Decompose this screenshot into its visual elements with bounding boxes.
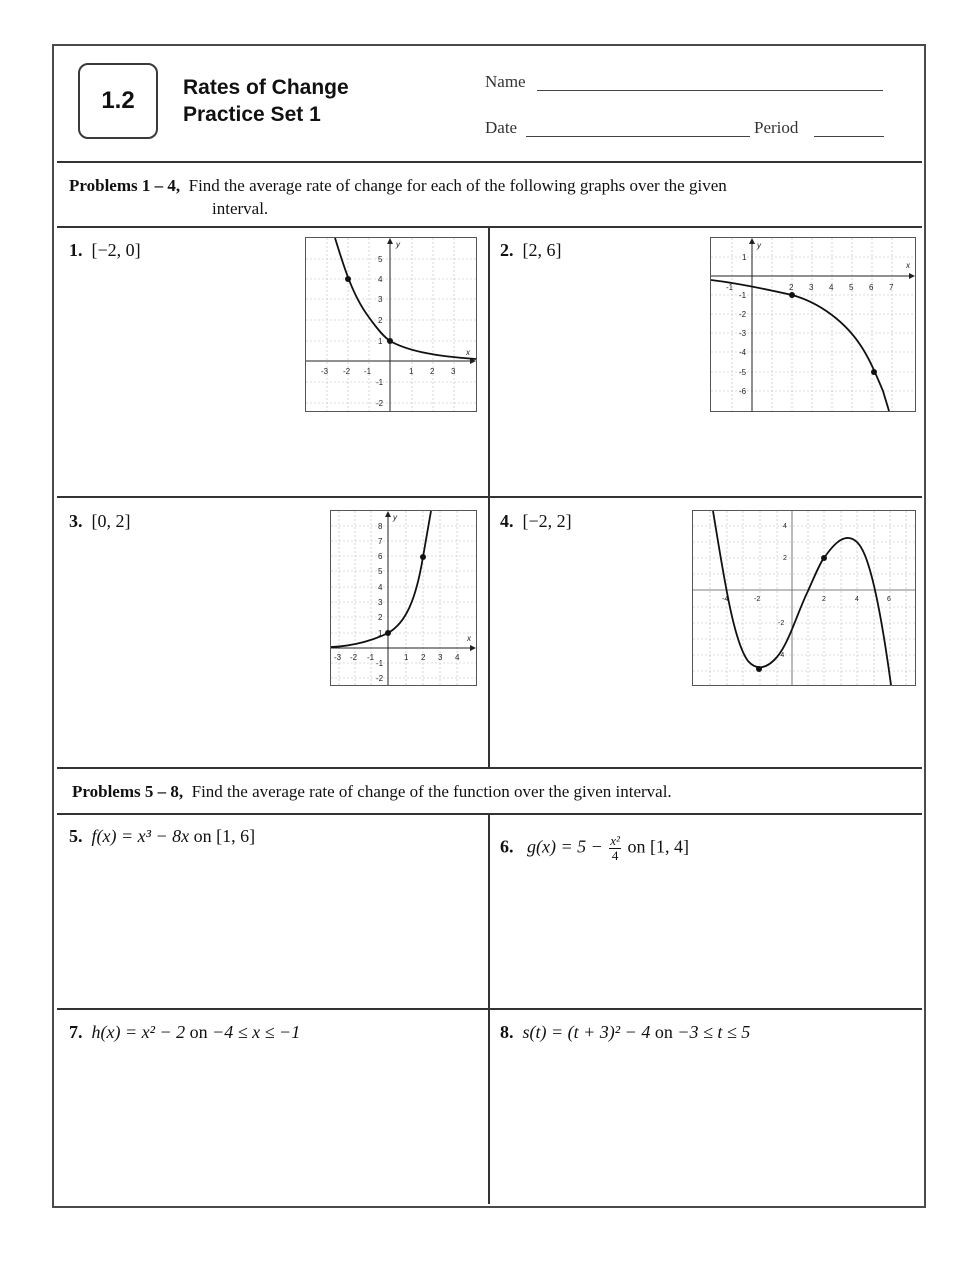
part1-instructions <box>69 175 909 197</box>
svg-text:-2: -2 <box>739 310 747 319</box>
part1-text: Find the average rate of change for each of the following graphs over the given <box>188 176 727 195</box>
name-label: Name <box>485 72 526 91</box>
svg-text:3: 3 <box>438 653 443 662</box>
svg-text:2: 2 <box>421 653 426 662</box>
svg-text:5: 5 <box>378 567 383 576</box>
problem-7: 7. h(x) = x² − 2 on −4 ≤ x ≤ −1 <box>69 1022 301 1042</box>
graph-3-point <box>420 554 426 560</box>
graph-1-point <box>387 338 393 344</box>
svg-text:1: 1 <box>404 653 409 662</box>
svg-text:2: 2 <box>789 283 794 292</box>
graph-2 <box>710 237 916 412</box>
svg-text:2: 2 <box>822 596 826 603</box>
svg-text:6: 6 <box>869 283 874 292</box>
svg-text:-3: -3 <box>334 653 342 662</box>
svg-text:2: 2 <box>378 613 383 622</box>
problem-4: 4. [−2, 2] <box>500 511 572 531</box>
date-label: Date <box>485 118 518 137</box>
graph-4-point <box>821 555 827 561</box>
divider <box>57 767 922 769</box>
problem-1: 1. [−2, 0] <box>69 240 141 260</box>
period-label: Period <box>754 118 799 137</box>
svg-text:-4: -4 <box>739 348 747 357</box>
svg-text:-6: -6 <box>739 387 747 396</box>
svg-text:-1: -1 <box>376 378 384 387</box>
divider <box>57 161 922 163</box>
divider <box>488 226 490 767</box>
svg-text:4: 4 <box>378 275 383 284</box>
date-field[interactable] <box>526 136 750 137</box>
svg-text:-2: -2 <box>343 367 351 376</box>
svg-text:-2: -2 <box>376 674 384 683</box>
svg-text:-4: -4 <box>722 596 729 603</box>
svg-text:2: 2 <box>378 316 383 325</box>
svg-text:4: 4 <box>829 283 834 292</box>
svg-text:-2: -2 <box>350 653 358 662</box>
section-number-box <box>78 63 158 139</box>
svg-text:-3: -3 <box>321 367 329 376</box>
svg-text:6: 6 <box>887 596 891 603</box>
svg-text:x: x <box>467 634 471 643</box>
problem-5: 5. f(x) = x³ − 8x on [1, 6] <box>69 826 256 846</box>
fraction: $\frac{\text{x²}}{4}$ <box>610 833 620 863</box>
graph-1-point <box>345 276 351 282</box>
svg-text:x: x <box>906 261 910 270</box>
problem-6: 6. g(x) = 5 − $\frac{\text{x²}}{4}$ on [1, 4] <box>500 833 689 863</box>
svg-text:4: 4 <box>855 596 859 603</box>
graph-2-point <box>871 369 877 375</box>
svg-text:4: 4 <box>783 523 787 530</box>
part2-text: Find the average rate of change of the function over the given interval. <box>191 782 672 801</box>
part1-label: Problems 1 – 4, <box>69 176 181 195</box>
svg-text:3: 3 <box>451 367 456 376</box>
svg-text:3: 3 <box>378 295 383 304</box>
svg-text:-3: -3 <box>739 329 747 338</box>
svg-text:5: 5 <box>849 283 854 292</box>
svg-text:-1: -1 <box>367 653 375 662</box>
graph-3-point <box>385 630 391 636</box>
svg-text:-2: -2 <box>754 596 761 603</box>
worksheet-title: Rates of Change <box>183 76 349 99</box>
graph-2-point <box>789 292 795 298</box>
svg-text:5: 5 <box>378 255 383 264</box>
svg-text:-2: -2 <box>376 399 384 408</box>
graph-4-curve <box>713 511 891 685</box>
part2-instructions <box>72 781 912 803</box>
svg-text:-1: -1 <box>739 291 747 300</box>
period-field[interactable] <box>814 136 884 137</box>
svg-text:2: 2 <box>783 555 787 562</box>
graph-3 <box>330 510 477 686</box>
svg-text:-1: -1 <box>376 659 384 668</box>
graph-3-curve <box>331 511 431 647</box>
graph-4 <box>692 510 916 686</box>
problem-8: 8. s(t) = (t + 3)² − 4 on −3 ≤ t ≤ 5 <box>500 1022 751 1042</box>
svg-text:2: 2 <box>430 367 435 376</box>
svg-text:7: 7 <box>378 537 383 546</box>
svg-text:y: y <box>393 513 397 522</box>
problem-2: 2. [2, 6] <box>500 240 562 260</box>
part1-text-cont: interval. <box>212 199 269 218</box>
worksheet-subtitle: Practice Set 1 <box>183 103 321 126</box>
section-number: 1.2 <box>101 87 135 114</box>
svg-text:1: 1 <box>378 629 383 638</box>
x-axis-label: x <box>466 348 470 357</box>
divider <box>57 496 922 498</box>
svg-text:6: 6 <box>378 552 383 561</box>
svg-text:3: 3 <box>809 283 814 292</box>
svg-text:-1: -1 <box>726 283 734 292</box>
svg-text:y: y <box>757 241 761 250</box>
svg-text:-1: -1 <box>364 367 372 376</box>
divider <box>57 1008 922 1010</box>
svg-text:8: 8 <box>378 522 383 531</box>
svg-text:1: 1 <box>378 337 383 346</box>
svg-text:1: 1 <box>742 253 747 262</box>
svg-text:3: 3 <box>378 598 383 607</box>
graph-1 <box>305 237 477 412</box>
svg-text:4: 4 <box>378 583 383 592</box>
graph-4-point <box>756 666 762 672</box>
svg-text:-2: -2 <box>778 620 785 627</box>
part2-label: Problems 5 – 8, <box>72 782 184 801</box>
divider <box>57 813 922 815</box>
svg-text:7: 7 <box>889 283 894 292</box>
svg-text:-5: -5 <box>739 368 747 377</box>
svg-text:4: 4 <box>455 653 460 662</box>
svg-text:1: 1 <box>409 367 414 376</box>
graph-2-curve <box>711 280 889 411</box>
problem-3: 3. [0, 2] <box>69 511 131 531</box>
y-axis-label: y <box>396 240 400 249</box>
divider <box>488 813 490 1204</box>
divider <box>57 226 922 228</box>
svg-text:-4: -4 <box>778 652 785 659</box>
name-field[interactable] <box>537 90 883 91</box>
